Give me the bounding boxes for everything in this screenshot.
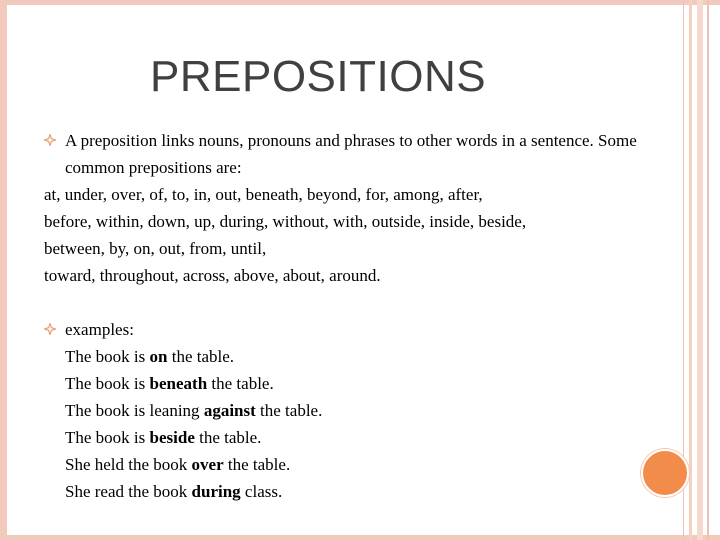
- example-preposition: during: [191, 482, 241, 501]
- example-sentence: [65, 478, 644, 505]
- example-text: The book is: [65, 347, 150, 366]
- example-sentence: [65, 397, 644, 424]
- slide-content: [44, 127, 644, 505]
- example-preposition: over: [191, 455, 224, 474]
- example-sentence: [65, 451, 644, 478]
- example-sentence: [65, 370, 644, 397]
- example-sentence: [65, 343, 644, 370]
- example-preposition: on: [149, 347, 168, 366]
- preposition-list-line: at, under, over, of, to, in, out, beneath, beyond, for, among, after,: [44, 185, 483, 204]
- example-text: The book is: [65, 428, 150, 447]
- right-decorative-stripes: [683, 0, 711, 540]
- example-text: The book is: [65, 374, 150, 393]
- example-text: She read the book: [65, 482, 192, 501]
- bottom-border: [0, 535, 720, 540]
- example-text: the table.: [167, 347, 235, 366]
- example-text: the table.: [207, 374, 274, 393]
- example-preposition: beneath: [149, 374, 208, 393]
- example-text: the table.: [194, 428, 262, 447]
- examples-heading: examples:: [65, 320, 134, 339]
- preposition-list-line: before, within, down, up, during, without, with, outside, inside, beside,: [44, 212, 527, 231]
- example-text: class.: [240, 482, 283, 501]
- example-preposition: beside: [149, 428, 195, 447]
- hollow-diamond-icon: [44, 134, 56, 146]
- example-text: She held the book: [65, 455, 192, 474]
- preposition-list-line: between, by, on, out, from, until,: [44, 239, 267, 258]
- example-text: the table.: [223, 455, 291, 474]
- example-sentence: [65, 424, 644, 451]
- preposition-list-line: toward, throughout, across, above, about, around.: [44, 266, 381, 285]
- left-border: [0, 0, 7, 540]
- example-text: the table.: [255, 401, 323, 420]
- hollow-diamond-icon: [44, 323, 56, 335]
- example-preposition: against: [203, 401, 256, 420]
- bullet-intro: [44, 127, 644, 289]
- decorative-circle: [641, 449, 689, 497]
- example-text: The book is leaning: [65, 401, 204, 420]
- intro-text: A preposition links nouns, pronouns and phrases to other words in a sentence. Some common prepositions are:: [65, 131, 637, 177]
- bullet-examples: [44, 316, 644, 505]
- top-border: [0, 0, 720, 5]
- slide-title: PREPOSITIONS: [150, 52, 487, 101]
